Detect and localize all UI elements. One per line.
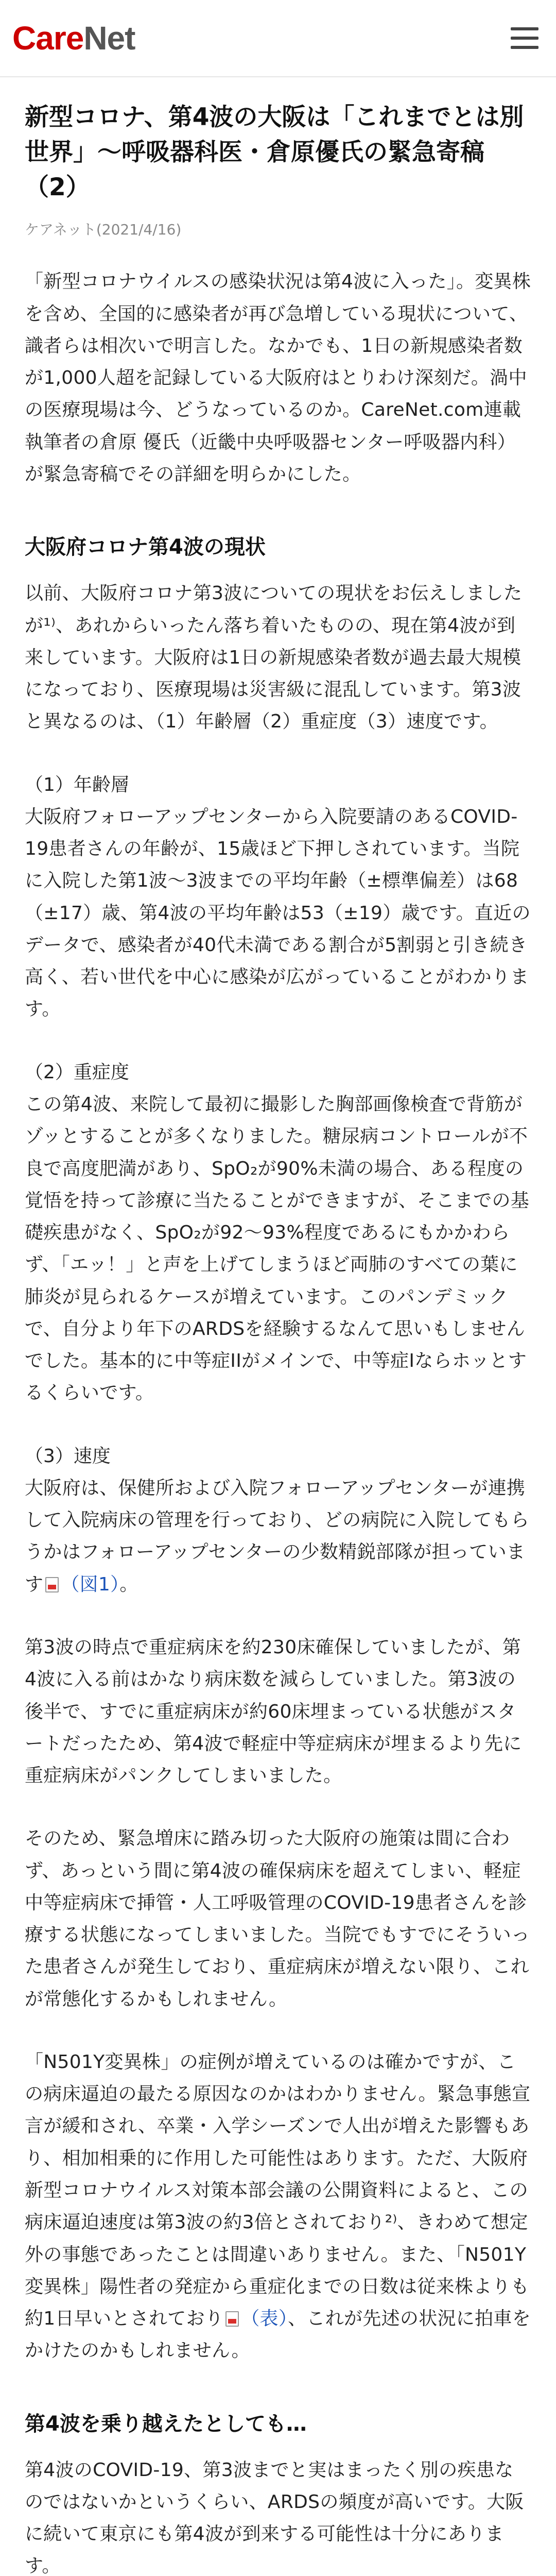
section-heading-beyond: 第4波を乗り越えたとしても…: [25, 2412, 307, 2436]
paragraph: [25, 2046, 531, 2367]
paragraph: 第3波の時点で重症病床を約230床確保していましたが、第4波に入る前はかなり病床数を減らしていました。第3波の後半で、すでに重症病床が約60床埋まっている状態がスタートだったため、第4波で軽症中等症病床が埋まるより先に重症病床がパンクしてしまいました。: [25, 1636, 522, 1787]
logo-net: Net: [83, 20, 135, 57]
article-body: [0, 100, 556, 2576]
paragraph: 以前、大阪府コロナ第3波についての現状をお伝えしましたが¹⁾、あれからいったん落ち着いたものの、現在第4波が到来しています。大阪府は1日の新規感染者数が過去最大規模になっており、医療現場は災害級に混乱しています。第3波と異なるのは、（1）年齢層（2）重症度（3）速度です。: [25, 583, 523, 733]
paragraph: 大阪府フォローアップセンターから入院要請のあるCOVID-19患者さんの年齢が、15歳ほど下押しされています。当院に入院した第1波～3波までの平均年齢（±標準偏差）は68（±17）歳、第4波の平均年齢は53（±19）歳です。直近のデータで、感染者が40代未満である割合が5割弱と引き続き高く、若い世代を中心に感染が広がっていることがわかります。: [25, 806, 531, 1020]
paragraph: そのため、緊急増床に踏み切った大阪府の施策は間に合わず、あっという間に第4波の確保病床を超えてしまい、軽症中等症病床で挿管・人工呼吸管理のCOVID-19患者さんを診療する状態になってしまいました。当院でもすでにそういった患者さんが発生しており、重症病床が増えない限り、これが常態化するかもしれません。: [25, 1828, 530, 2010]
hamburger-menu-icon[interactable]: [511, 27, 538, 49]
paragraph: 第4波のCOVID-19、第3波までと実はまったく別の疾患なのではないかというくらい、ARDSの頻度が高いです。大阪に続いて東京にも第4波が到来する可能性は十分にあります。: [25, 2459, 524, 2576]
menu-bar: [511, 46, 538, 49]
article-title: 新型コロナ、第4波の大阪は「これまでとは別世界」～呼吸器科医・倉原優氏の緊急寄稿（2）: [25, 103, 524, 202]
paragraph-text: 。: [119, 1573, 138, 1595]
subheading-severity: （2）重症度: [25, 1061, 129, 1083]
carenet-logo[interactable]: [12, 19, 135, 57]
paragraph-text: 、これが先述の状況に拍車をかけたのかもしれません。: [25, 2308, 531, 2362]
section-heading-osaka: 大阪府コロナ第4波の現状: [25, 535, 266, 560]
menu-bar: [511, 27, 538, 30]
pdf-icon: [225, 2311, 239, 2327]
paragraph: [25, 1472, 531, 1601]
logo-care: Care: [12, 20, 84, 57]
figure1-link[interactable]: （図1）: [61, 1573, 120, 1595]
site-header: [0, 0, 556, 77]
article-intro: 「新型コロナウイルスの感染状況は第4波に入った」。変異株を含め、全国的に感染者が再び急増している現状について、識者らは相次いで明言した。なかでも、1日の新規感染者数が1,000人超を記録している大阪府はとりわけ深刻だ。渦中の医療現場は今、どうなっているのか。CareNet.com連載執筆者の倉原 優氏（近畿中央呼吸器センター呼吸器内科）が緊急寄稿でその詳細を明らかにした。: [25, 271, 531, 485]
paragraph: この第4波、来院して最初に撮影した胸部画像検査で背筋がゾッとすることが多くなりました。糖尿病コントロールが不良で高度肥満があり、SpO₂が90%未満の場合、ある程度の覚悟を持って診療に当たることができますが、そこまでの基礎疾患がなく、SpO₂が92～93%程度であるにもかかわらず、「エッ！」と声を上げてしまうほど両肺のすべての葉に肺炎が見られるケースが増えています。このパンデミックで、自分より年下のARDSを経験するなんて思いもしませんでした。基本的に中等症IIがメインで、中等症Iならホッとするくらいです。: [25, 1094, 530, 1404]
table-link[interactable]: （表）: [241, 2308, 288, 2330]
pdf-icon: [45, 1577, 59, 1592]
menu-bar: [511, 37, 538, 40]
paragraph-text: 大阪府は、保健所および入院フォローアップセンターが連携して入院病床の管理を行っており、どの病院に入院してもらうかはフォローアップセンターの少数精鋭部隊が担っています: [25, 1477, 530, 1595]
subheading-speed: （3）速度: [25, 1445, 111, 1467]
article-meta: ケアネット(2021/4/16): [25, 221, 182, 239]
subheading-age: （1）年齢層: [25, 774, 129, 795]
paragraph-text: 「N501Y変異株」の症例が増えているのは確かですが、この病床逼迫の最たる原因なのかはわかりません。緊急事態宣言が緩和され、卒業・入学シーズンで人出が増えた影響もあり、相加相乗的に作用した可能性はあります。ただ、大阪府新型コロナウイルス対策本部会議の公開資料によると、この病床逼迫速度は第3波の約3倍とされており²⁾、きわめて想定外の事態であったことは間違いありません。また、「N501Y変異株」陽性者の発症から重症化までの日数は従来株よりも約1日早いとされており: [25, 2051, 531, 2330]
